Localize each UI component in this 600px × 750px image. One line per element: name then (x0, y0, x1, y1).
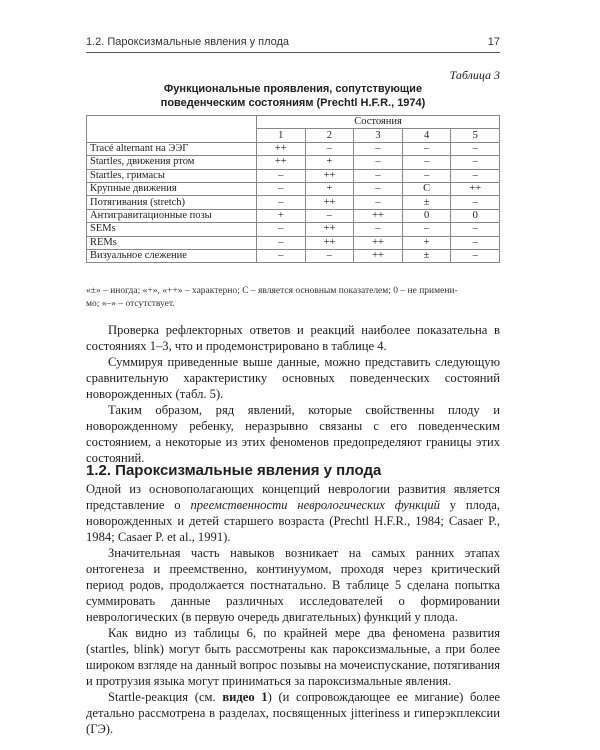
text-run: ) (и сопровождающее ее мигание) более детально рассмотрена в разделах, посвященных jitteriness и гиперэкплексии (ГЭ). (86, 690, 501, 736)
state-col-header: 3 (354, 129, 403, 142)
value-cell: – (257, 182, 306, 195)
value-cell: – (354, 223, 403, 236)
table-row (87, 209, 500, 222)
value-cell: – (354, 169, 403, 182)
table-row (87, 236, 500, 249)
feature-cell: Антигравитационные позы (87, 209, 257, 222)
value-cell: – (451, 142, 500, 155)
state-col-header: 1 (257, 129, 306, 142)
page-number: 17 (487, 36, 500, 48)
value-cell: ++ (354, 236, 403, 249)
text-run: Startle-реакция (см. (108, 690, 223, 704)
value-cell: ++ (305, 196, 354, 209)
table-label: Таблица 3 (449, 68, 500, 82)
value-cell: – (257, 196, 306, 209)
value-cell: – (451, 196, 500, 209)
table-row (87, 169, 500, 182)
paragraph: Таким образом, ряд явлений, которые свойственны плоду и новорожденному ребенку, неразрывно связаны с его поведенческим состоянием, а некоторые из этих феноменов предопределяют границы этих состояний. (86, 403, 500, 465)
value-cell: – (354, 196, 403, 209)
feature-cell: REMs (87, 236, 257, 249)
table-row (87, 223, 500, 236)
states-header: Состояния (257, 116, 500, 129)
value-cell: ++ (257, 142, 306, 155)
table-row (87, 142, 500, 155)
table-title (86, 82, 500, 110)
paragraph (86, 481, 500, 545)
table-title-line1: Функциональные проявления, сопутствующие (163, 83, 423, 95)
value-cell: – (402, 142, 451, 155)
value-cell: ++ (354, 249, 403, 262)
value-cell: – (451, 156, 500, 169)
feature-cell: Tracé alternant на ЭЭГ (87, 142, 257, 155)
value-cell: – (305, 249, 354, 262)
paragraph: Проверка рефлекторных ответов и реакций наиболее показательна в состояниях 1–3, что и продемонстрировано в таблице 4. (86, 323, 500, 353)
value-cell: – (354, 182, 403, 195)
value-cell: 0 (451, 209, 500, 222)
value-cell: – (402, 169, 451, 182)
intro-paragraphs (86, 322, 500, 466)
table-row (87, 249, 500, 262)
value-cell: ++ (451, 182, 500, 195)
paragraph (86, 689, 500, 737)
value-cell: 0 (402, 209, 451, 222)
value-cell: – (257, 169, 306, 182)
table-footnote (86, 285, 500, 311)
value-cell: – (305, 209, 354, 222)
section-title: 1.2. Пароксизмальные явления у плода (86, 462, 382, 479)
value-cell: + (305, 156, 354, 169)
value-cell: – (451, 236, 500, 249)
feature-cell: Startles, движения ртом (87, 156, 257, 169)
feature-header-cell (87, 116, 257, 143)
value-cell: ++ (257, 156, 306, 169)
value-cell: ++ (305, 169, 354, 182)
value-cell: – (451, 223, 500, 236)
table-row (87, 156, 500, 169)
value-cell: – (451, 249, 500, 262)
value-cell: – (257, 223, 306, 236)
value-cell: ± (402, 249, 451, 262)
value-cell: – (402, 156, 451, 169)
value-cell: ++ (305, 223, 354, 236)
paragraph: Суммируя приведенные выше данные, можно представить следующую сравнительную характеристику основных поведенческих состояний новорожденных (табл. 5). (86, 355, 500, 401)
value-cell: ++ (305, 236, 354, 249)
running-title: 1.2. Пароксизмальные явления у плода (86, 36, 290, 48)
table-title-line2: поведенческим состояниям (Prechtl H.F.R., 1974) (160, 97, 426, 109)
value-cell: – (257, 236, 306, 249)
page-header (86, 34, 500, 53)
value-cell: – (354, 156, 403, 169)
feature-cell: Визуальное слежение (87, 249, 257, 262)
table-header-row (87, 116, 500, 129)
feature-cell: Startles, гримасы (87, 169, 257, 182)
table-row (87, 182, 500, 195)
state-col-header: 4 (402, 129, 451, 142)
value-cell: ± (402, 196, 451, 209)
state-col-header: 5 (451, 129, 500, 142)
feature-cell: Крупные движения (87, 182, 257, 195)
paragraph: Как видно из таблицы 6, по крайней мере два феномена развития (startles, blink) могут быть рассмотрены как пароксизмальные, а при более широком взгляде на данный вопрос позывы на мочеиспускание, потягивания и протрузия языка могут приниматься за пароксизмальные явления. (86, 626, 500, 688)
value-cell: C (402, 182, 451, 195)
text-run: у плода, новорожденных и детей старшего возраста (Prechtl H.F.R., 1984; Casaer P., 1984; Casaer P. et al., 1991). (86, 498, 500, 544)
value-cell: – (305, 142, 354, 155)
section-body (86, 481, 500, 737)
states-table (86, 115, 500, 263)
table-row (87, 196, 500, 209)
feature-cell: Потягивания (stretch) (87, 196, 257, 209)
paragraph: Значительная часть навыков возникает на самых ранних этапах онтогенеза и преемственно, континуумом, проходя через критический период родов, продолжается постнатально. В таблице 5 сделана попытка суммировать данные различных исследователей о формировании неврологических (в первую очередь двигательных) функций у плода. (86, 546, 500, 624)
footnote-line1: «±» – иногда; «+», «++» – характерно; С – является основным показателем; 0 – не примени- (86, 286, 458, 296)
italic-term: преемственности неврологических функций (190, 498, 440, 512)
feature-cell: SEMs (87, 223, 257, 236)
value-cell: + (257, 209, 306, 222)
value-cell: – (257, 249, 306, 262)
state-col-header: 2 (305, 129, 354, 142)
value-cell: ++ (354, 209, 403, 222)
value-cell: – (354, 142, 403, 155)
value-cell: – (402, 223, 451, 236)
text-run: Одной из основополагающих концепций неврологии развития является представление о (86, 482, 500, 512)
video-link[interactable]: видео 1 (222, 690, 268, 704)
value-cell: + (305, 182, 354, 195)
value-cell: – (451, 169, 500, 182)
footnote-line2: мо; «–» – отсутствует. (86, 299, 175, 309)
value-cell: + (402, 236, 451, 249)
